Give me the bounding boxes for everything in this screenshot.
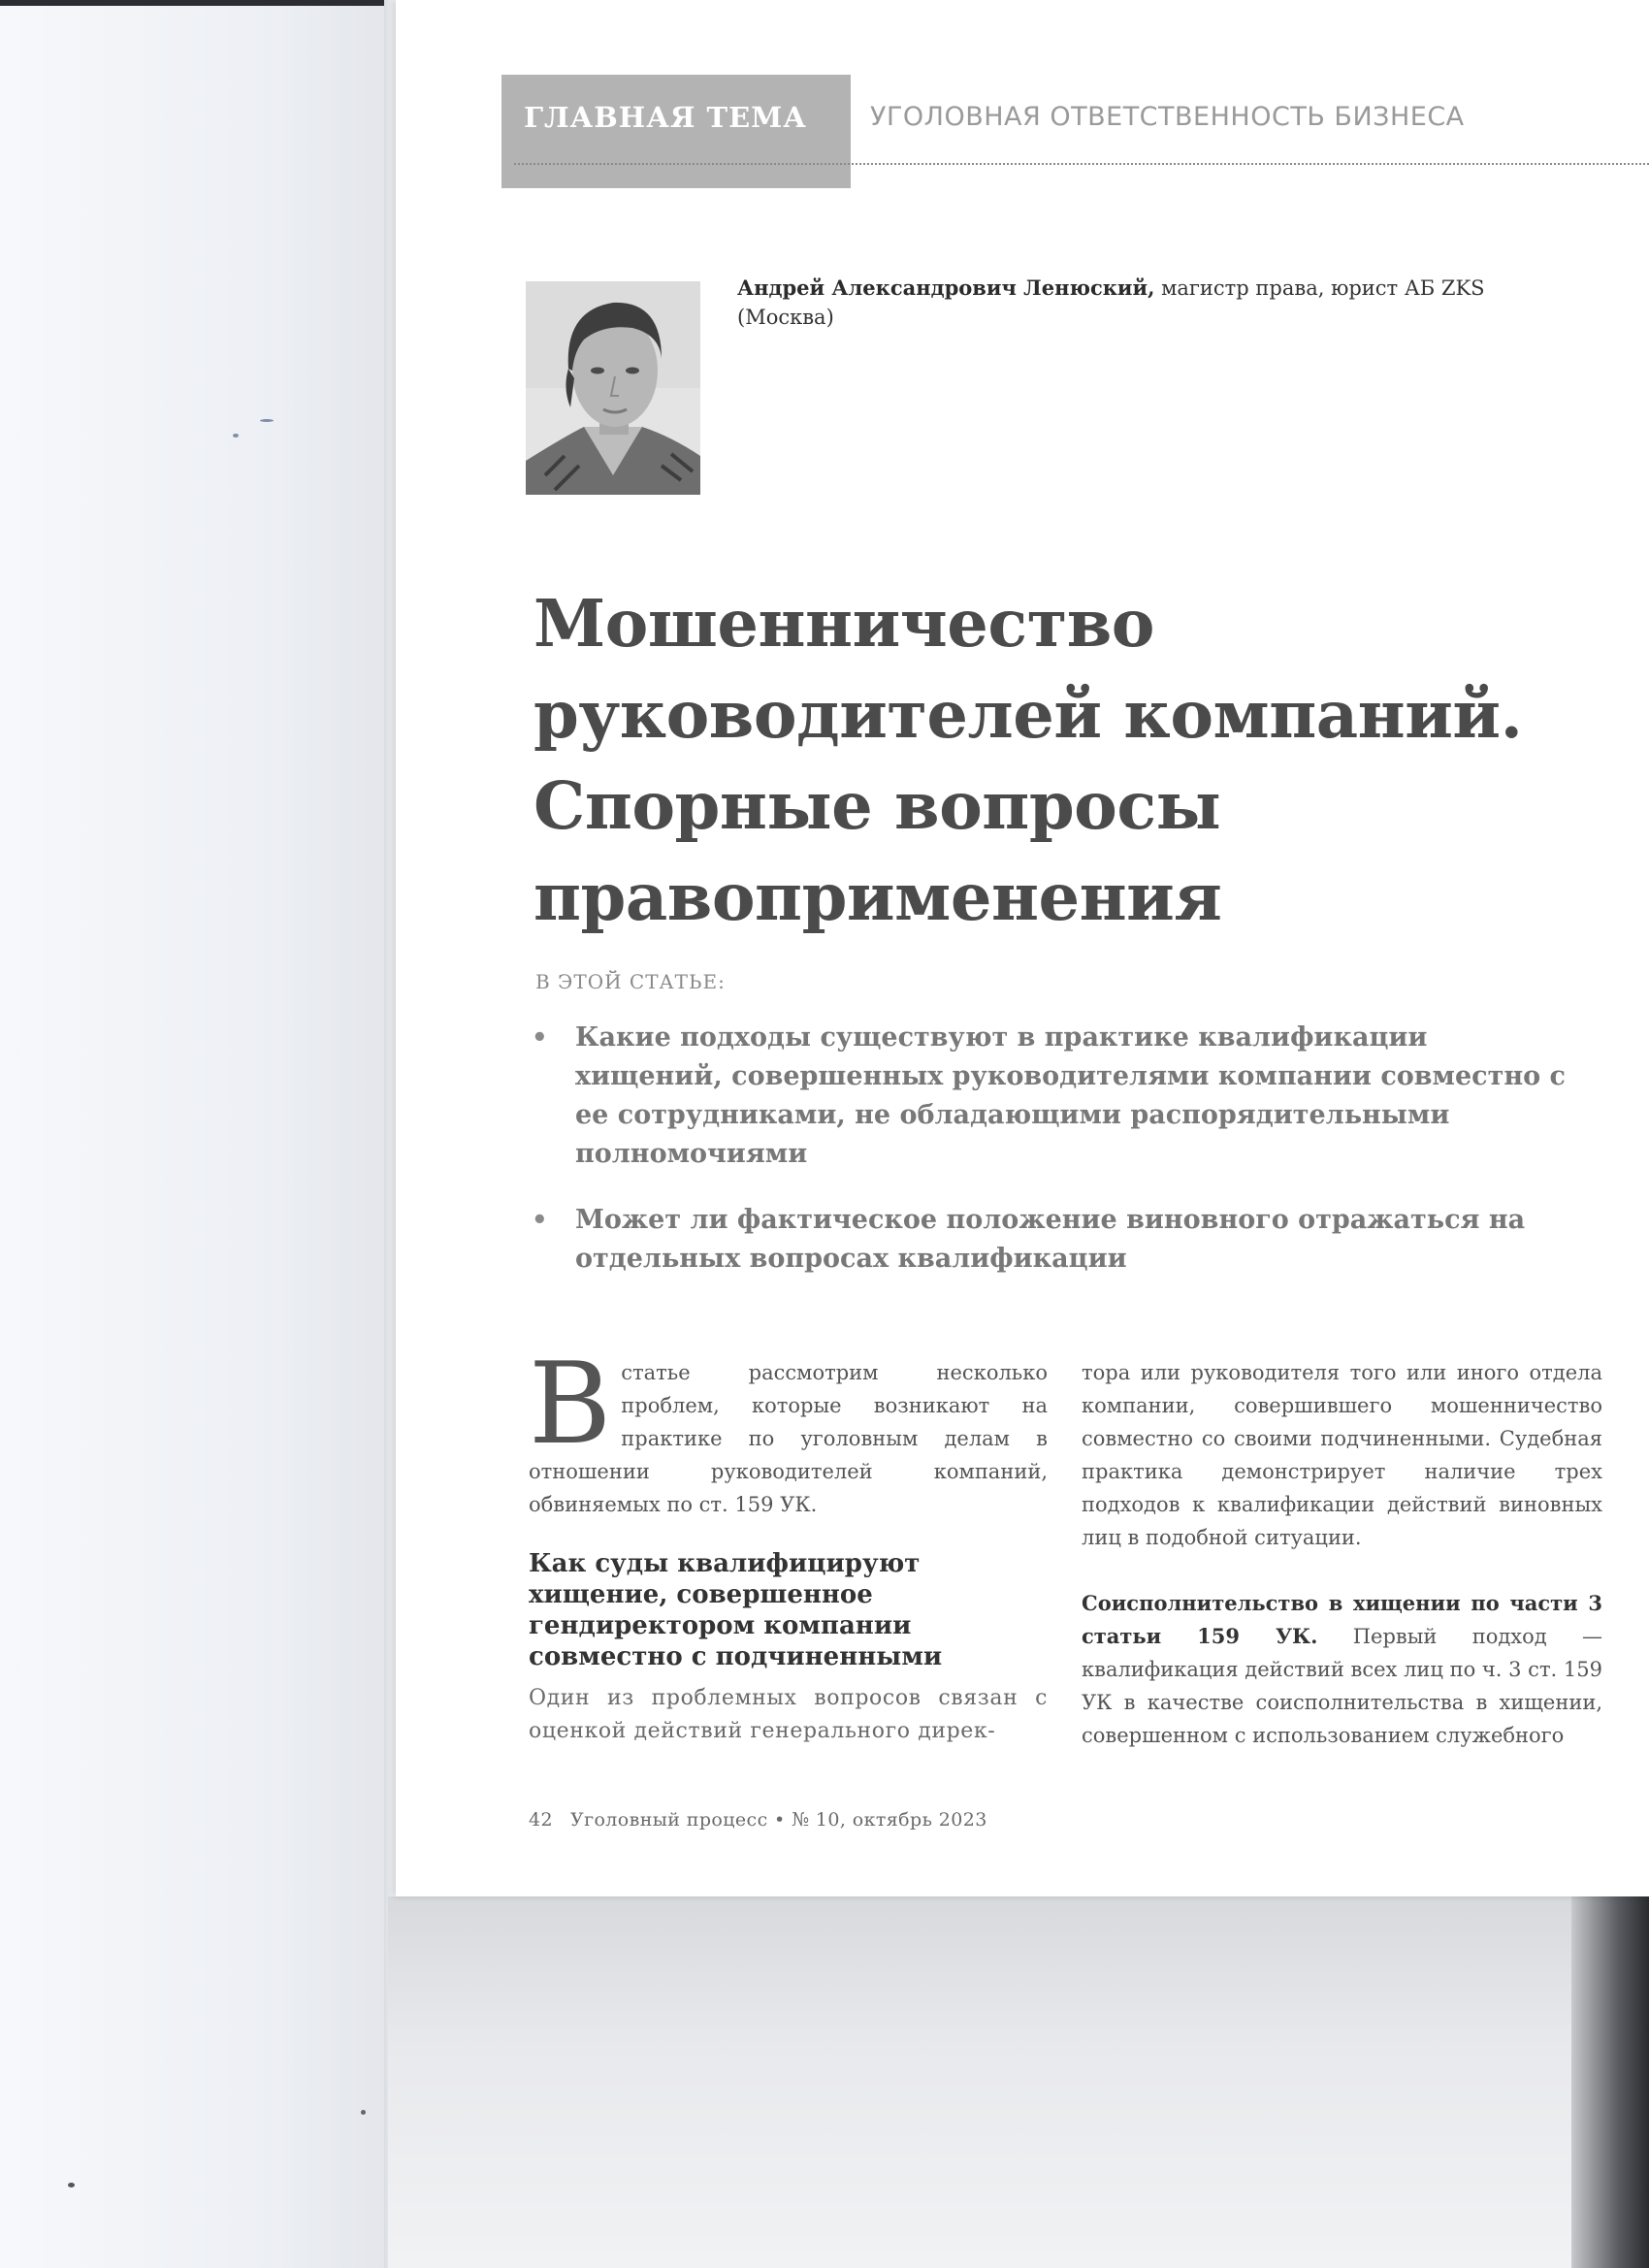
scan-speck [260, 419, 274, 422]
scanner-shadow [1571, 1896, 1649, 2268]
author-photo [526, 281, 700, 495]
lead-paragraph [529, 1339, 1048, 1521]
body-paragraph [1082, 1587, 1602, 1752]
headline-line: Мошенничество [534, 585, 1154, 662]
headline-line: Спорные вопросы [534, 767, 1221, 844]
list-item [524, 1019, 1571, 1174]
in-article-list [524, 1019, 1571, 1306]
page-number: 42 [529, 1809, 553, 1831]
scan-speck [361, 2110, 366, 2115]
intro-paragraph: Один из проблемных вопросов связан с оценкой действий генерального дирек- [529, 1686, 1048, 1743]
header-divider [514, 163, 1649, 165]
author-byline [737, 274, 1562, 332]
article-headline [534, 578, 1552, 943]
list-item-text: Какие подходы существуют в практике квалификации хищений, совершенных руководителями компании совместно с ее сотрудниками, не обладающими распорядительными полномочиями [575, 1022, 1566, 1169]
right-column [1082, 1356, 1602, 1752]
page-footer [529, 1809, 987, 1831]
scan-speck [68, 2183, 75, 2187]
lead-text: статье рассмотрим несколько проблем, которые возникают на практике по уголовным делам в отношении руководителей компаний, обвиняемых по ст. 159 УК. [529, 1361, 1048, 1516]
list-item [524, 1201, 1571, 1279]
in-article-label: В ЭТОЙ СТАТЬЕ: [535, 970, 726, 993]
topic-label: ГЛАВНАЯ ТЕМА [524, 101, 807, 134]
run-in-heading: Соисполнительство в хищении по части 3 статьи 159 УК. [1082, 1591, 1602, 1648]
scanner-background [0, 0, 398, 2268]
author-name: Андрей Александрович Ленюский, [737, 275, 1155, 300]
section-subheading: Как суды квалифицируют хищение, совершенное гендиректором компании совместно с подчиненными [529, 1549, 943, 1671]
headline-line: руководителей компаний. [534, 676, 1523, 753]
publication-info: Уголовный процесс • № 10, октябрь 2023 [569, 1809, 987, 1831]
scanner-bottom-area [388, 1896, 1649, 2268]
section-title: УГОЛОВНАЯ ОТВЕТСТВЕННОСТЬ БИЗНЕСА [870, 102, 1465, 132]
left-column [529, 1339, 1048, 1748]
headline-line: правоприменения [534, 859, 1222, 935]
list-item-text: Может ли фактическое положение виновного отражаться на отдельных вопросах квалификации [575, 1205, 1526, 1274]
bullet-icon: • [532, 1023, 548, 1053]
bullet-icon: • [532, 1206, 548, 1235]
body-paragraph: тора или руководителя того или иного отдела компании, совершившего мошенничество совместно со своими подчиненными. Судебная практика демонстрирует наличие трех подходов к квалификации действий виновных лиц в подобной ситуации. [1082, 1361, 1602, 1549]
body-paragraph-text: Первый подход — квалификация действий всех лиц по ч. 3 ст. 159 УК в качестве соисполнительства в хищении, совершенном с использованием служебного [1082, 1625, 1602, 1747]
author-credentials: магистр права, юрист АБ ZKS (Москва) [737, 276, 1485, 329]
drop-cap: В [529, 1339, 612, 1470]
scan-speck [233, 434, 239, 437]
